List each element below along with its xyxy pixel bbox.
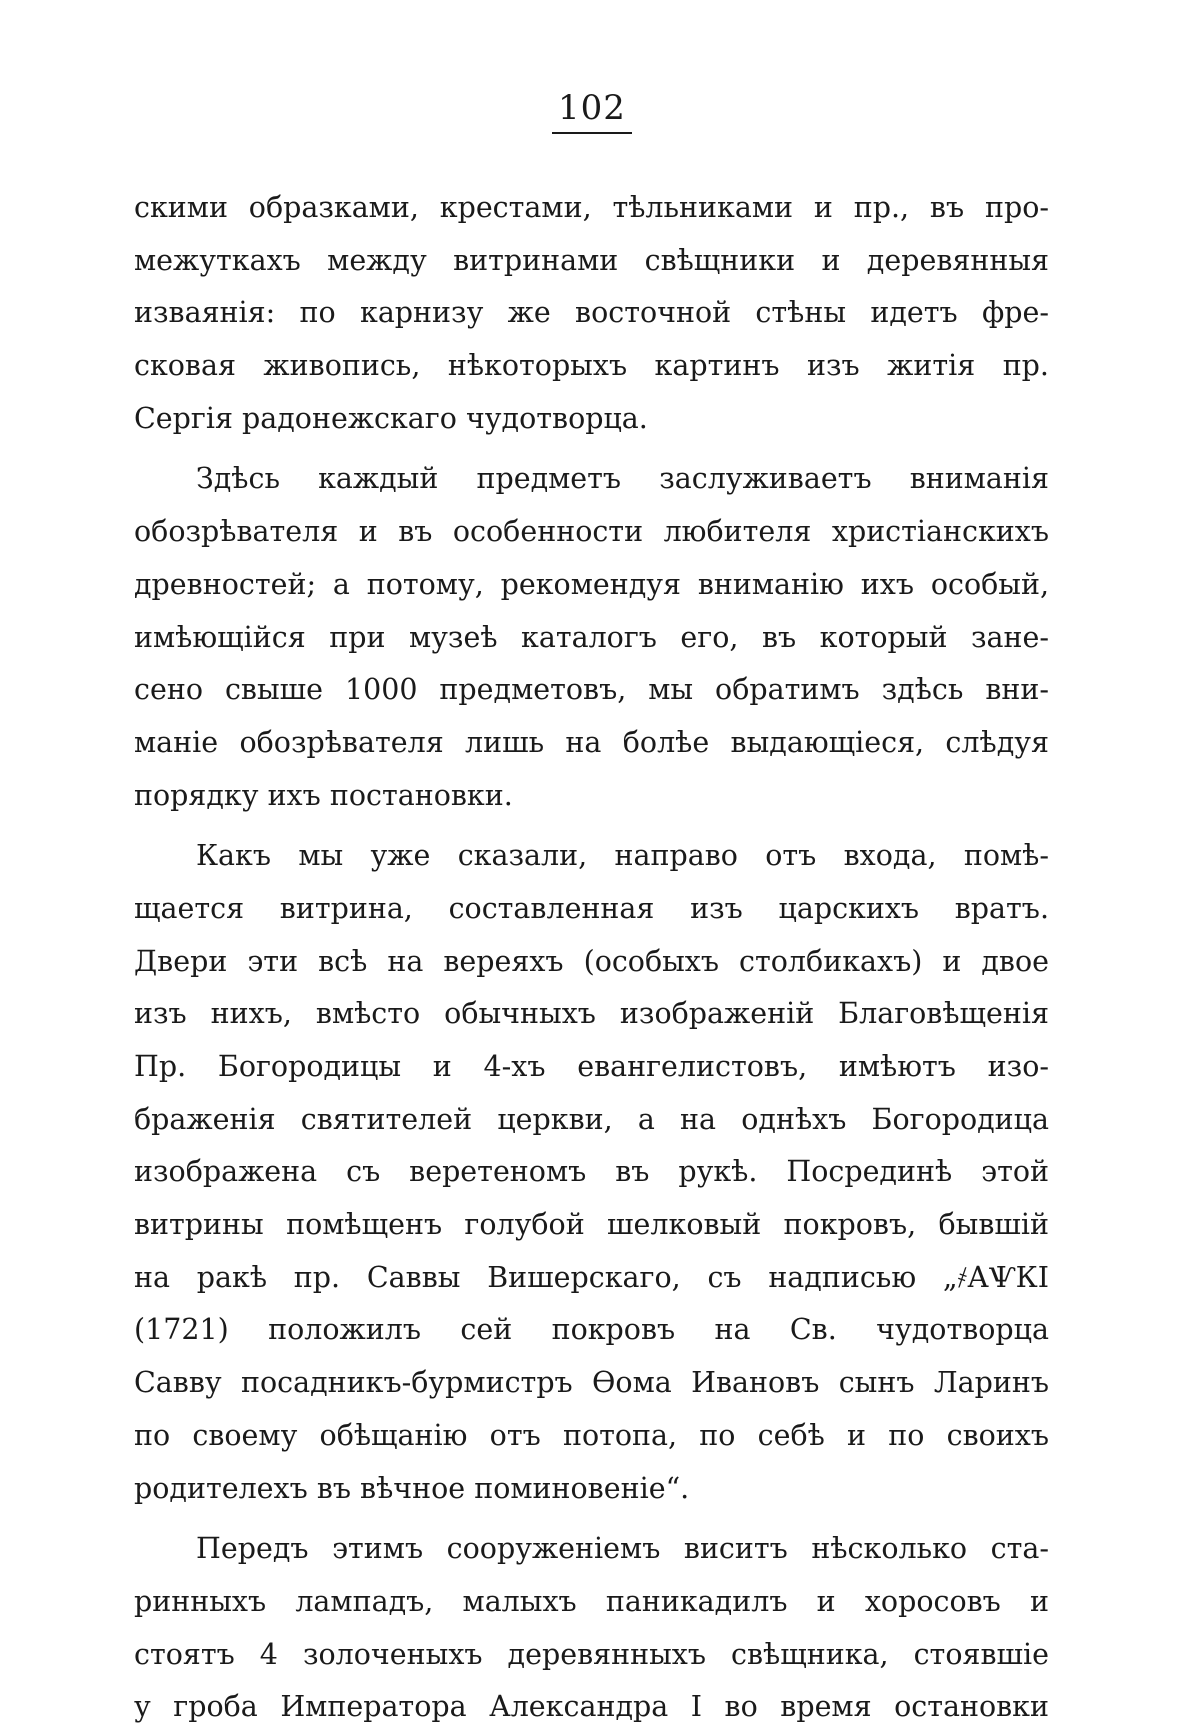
text-line: (1721) положилъ сей покровъ на Св. чудотворца [134,1313,1049,1347]
text-line: Здѣсь каждый предметъ заслуживаетъ вниманія [196,462,1049,496]
text-line: Передъ этимъ сооруженіемъ виситъ нѣсколько ста- [196,1532,1049,1566]
text-line: скими образками, крестами, тѣльниками и пр., въ про- [134,191,1049,224]
text-line: порядку ихъ постановки. [134,778,513,812]
text-line: Двери эти всѣ на вереяхъ (особыхъ столбикахъ) и двое [134,944,1049,978]
text-line: маніе обозрѣвателя лишь на болѣе выдающіеся, слѣдуя [134,725,1049,759]
text-line: стоятъ 4 золоченыхъ деревянныхъ свѣщника, стоявшіе [134,1637,1049,1671]
text-line: сено свыше 1000 предметовъ, мы обратимъ здѣсь вни- [134,673,1049,707]
text-line: Пр. Богородицы и 4-хъ евангелистовъ, имѣютъ изо- [134,1050,1049,1083]
text-line: по своему обѣщанію отъ потопа, по себѣ и по своихъ [134,1418,1049,1452]
text-line: Сергія радонежскаго чудотворца. [134,401,648,435]
text-line: изъ нихъ, вмѣсто обычныхъ изображеній Благовѣщенія [134,997,1049,1031]
text-line: изваянія: по карнизу же восточной стѣны идетъ фре- [134,296,1049,330]
text-line: витрины помѣщенъ голубой шелковый покровъ, бывшій [134,1208,1049,1242]
text-line: родителехъ въ вѣчное поминовеніе“. [134,1471,690,1505]
text-line: браженія святителей церкви, а на однѣхъ Богородица [134,1102,1049,1136]
text-line: на ракѣ пр. Саввы Вишерскаго, съ надписью „҂АѰКІ [134,1260,1049,1294]
paragraph-2 [134,453,1049,822]
paragraph-4 [134,1523,1049,1734]
paragraph-1 [134,182,1049,445]
text-line: Савву посадникъ-бурмистръ Ѳома Ивановъ сынъ Ларинъ [134,1366,1049,1400]
text-line: Какъ мы уже сказали, направо отъ входа, помѣ- [196,839,1049,873]
page-number: 102 [0,88,1184,134]
text-line: ринныхъ лампадъ, малыхъ паникадилъ и хоросовъ и [134,1584,1049,1618]
text-line: у гроба Императора Александра I во время остановки [134,1690,1049,1724]
text-line: имѣющійся при музеѣ каталогъ его, въ который зане- [134,620,1049,654]
paragraph-3 [134,830,1049,1515]
text-line: древностей; а потому, рекомендуя вниманію ихъ особый, [134,567,1049,601]
text-line: сковая живопись, нѣкоторыхъ картинъ изъ житія пр. [134,349,1049,383]
text-line: межуткахъ между витринами свѣщники и деревянныя [134,243,1049,277]
text-line: изображена съ веретеномъ въ рукѣ. Посрединѣ этой [134,1155,1049,1189]
body-text [134,182,1049,1734]
text-line: обозрѣвателя и въ особенности любителя христіанскихъ [134,515,1049,549]
text-line: щается витрина, составленная изъ царскихъ вратъ. [134,891,1049,925]
